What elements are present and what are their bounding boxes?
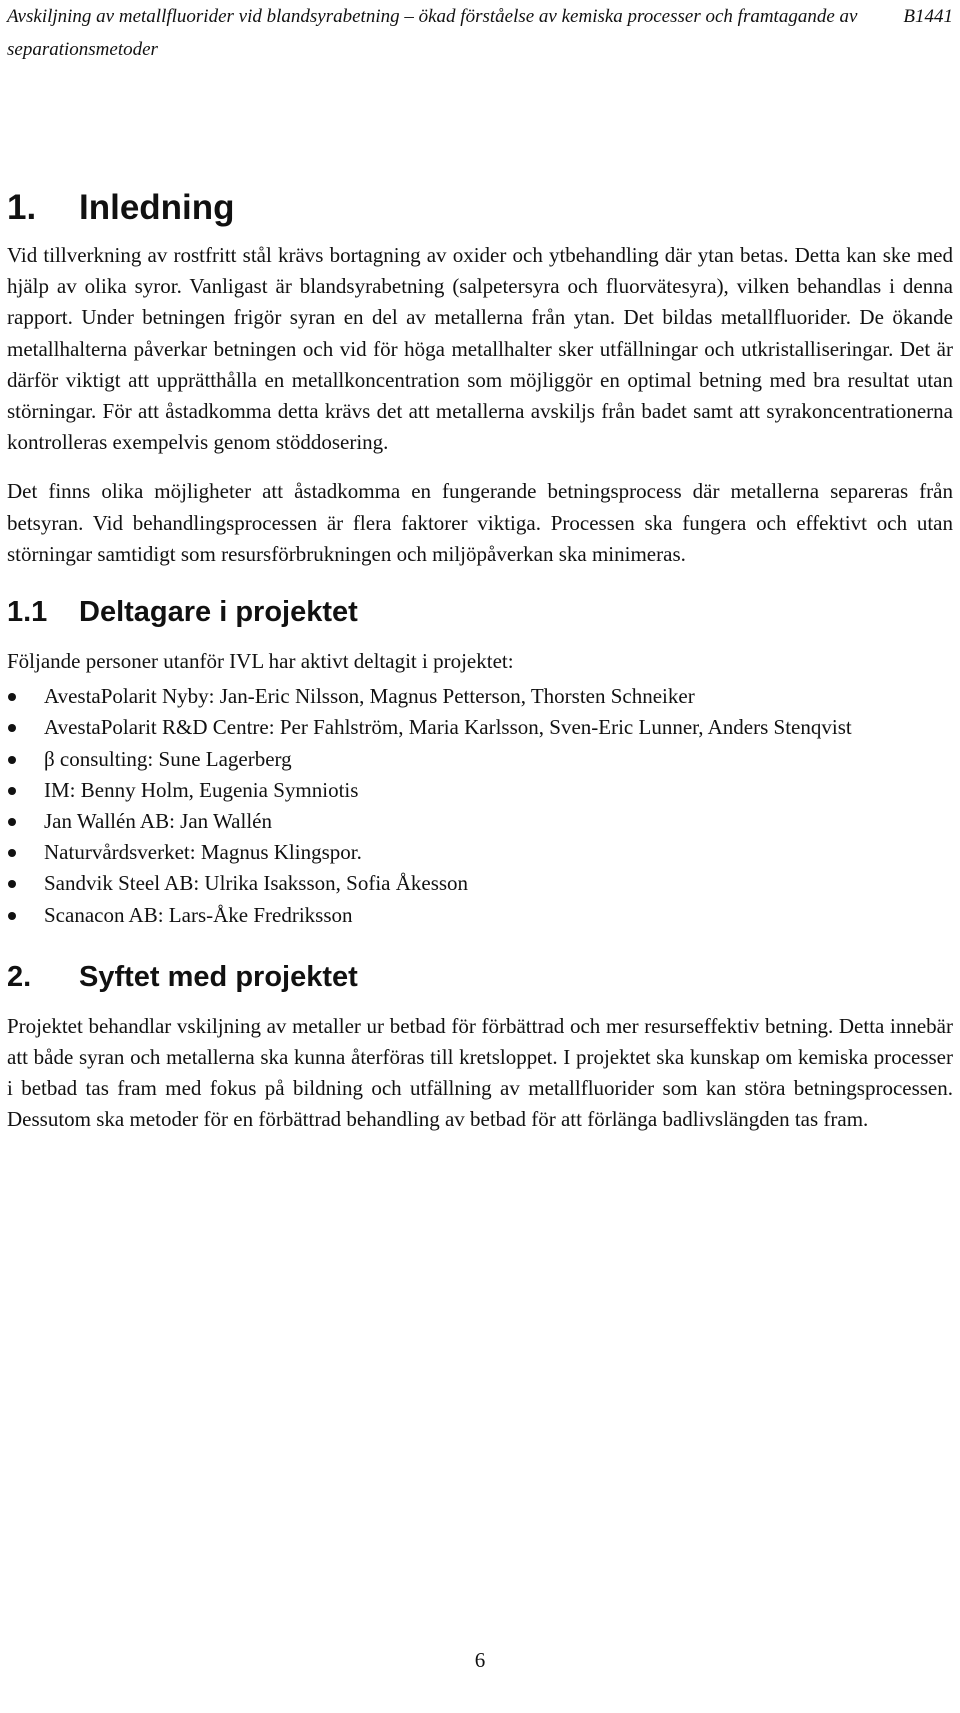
- bullet-icon: [8, 787, 16, 795]
- list-item: IM: Benny Holm, Eugenia Symniotis: [7, 775, 953, 806]
- bullet-icon: [8, 756, 16, 764]
- participants-list: [7, 681, 953, 931]
- list-item: β consulting: Sune Lagerberg: [7, 744, 953, 775]
- section-title: Inledning: [79, 188, 235, 227]
- bullet-icon: [8, 880, 16, 888]
- running-header: [7, 0, 953, 66]
- list-item: Sandvik Steel AB: Ulrika Isaksson, Sofia Åkesson: [7, 868, 953, 899]
- bullet-icon: [8, 912, 16, 920]
- section-heading-inledning: [7, 180, 953, 230]
- list-item: Jan Wallén AB: Jan Wallén: [7, 806, 953, 837]
- header-title: Avskiljning av metallfluorider vid blandsyrabetning – ökad förståelse av kemiska processer och framtagande av separationsmetoder: [7, 6, 858, 60]
- list-item: Naturvårdsverket: Magnus Klingspor.: [7, 837, 953, 868]
- participants-intro: Följande personer utanför IVL har aktivt deltagit i projektet:: [7, 649, 514, 674]
- section-number: 1.: [7, 188, 37, 227]
- bullet-icon: [8, 818, 16, 826]
- bullet-icon: [8, 693, 16, 701]
- section-heading-syftet: [7, 957, 953, 997]
- list-item: Scanacon AB: Lars-Åke Fredriksson: [7, 900, 953, 931]
- section-number: 2.: [7, 960, 32, 993]
- section-heading-deltagare: [7, 592, 953, 632]
- document-body: [7, 180, 953, 1158]
- page-number: 6: [474, 1648, 486, 1672]
- report-code: B1441: [903, 6, 953, 27]
- section-number: 1.1: [7, 596, 48, 629]
- list-item: AvestaPolarit R&D Centre: Per Fahlström, Maria Karlsson, Sven-Eric Lunner, Anders Stenqvist: [7, 712, 953, 743]
- intro-paragraph-2: Det finns olika möjligheter att åstadkomma en fungerande betningsprocess där metallerna separeras från betsyran. Vid behandlingsprocessen är flera faktorer viktiga. Processen ska fungera och effektivt och utan störningar samtidigt som resursförbrukningen och miljöpåverkan ska minimeras.: [7, 479, 953, 566]
- list-item: AvestaPolarit Nyby: Jan-Eric Nilsson, Magnus Petterson, Thorsten Schneiker: [7, 681, 953, 712]
- purpose-paragraph: Projektet behandlar vskiljning av metaller ur betbad för förbättrad och mer resurseffektiv betning. Detta innebär att både syran och metallerna ska kunna återföras till kretsloppet. I projektet ska kunskap om kemiska processer i betbad tas fram med fokus på bildning och utfällning av metallfluorider som kan störa betningsprocessen. Dessutom ska metoder för en förbättrad behandling av betbad för att förlänga badlivslängden tas fram.: [7, 1013, 953, 1132]
- section-title: Deltagare i projektet: [79, 596, 358, 629]
- bullet-icon: [8, 724, 16, 732]
- section-title: Syftet med projektet: [79, 960, 358, 993]
- bullet-icon: [8, 849, 16, 857]
- intro-paragraph-1: Vid tillverkning av rostfritt stål krävs bortagning av oxider och ytbehandling där ytan betas. Detta kan ske med hjälp av olika syror. Vanligast är blandsyrabetning (salpetersyra och fluorvätesyra), vilken behandlas i denna rapport. Under betningen frigör syran en del av metallerna från ytan. Det bildas metallfluorider. De ökande metallhalterna påverkar betningen och vid för höga metallhalter sker utfällningar och utkristalliseringar. Det är därför viktigt att upprätthålla en metallkoncentration som möjliggör en optimal betning med bra resultat utan störningar. För att åstadkomma detta krävs det att metallerna avskiljs från badet samt att syrakoncentrationerna kontrolleras exempelvis genom stöddosering.: [7, 243, 953, 455]
